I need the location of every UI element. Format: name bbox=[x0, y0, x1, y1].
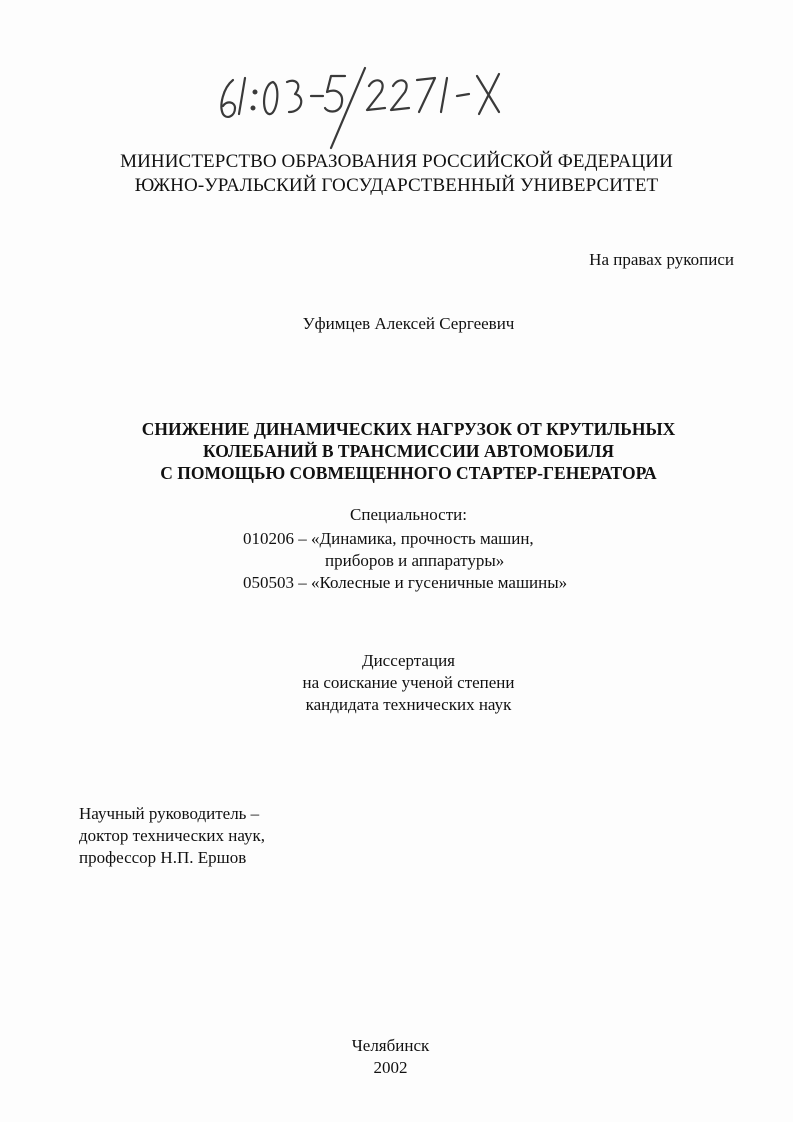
thesis-type: Диссертация bbox=[361, 651, 455, 670]
title-line-3: С ПОМОЩЬЮ СОВМЕЩЕННОГО СТАРТЕР-ГЕНЕРАТОРА bbox=[160, 463, 657, 483]
thesis-description bbox=[12, 650, 793, 716]
place-and-year bbox=[0, 1035, 787, 1079]
title-line-2: КОЛЕБАНИЙ В ТРАНСМИССИИ АВТОМОБИЛЯ bbox=[202, 441, 615, 461]
thesis-purpose: на соискание ученой степени bbox=[302, 673, 515, 692]
thesis-degree: кандидата технических наук bbox=[305, 695, 512, 714]
scientific-advisor bbox=[79, 803, 265, 869]
manuscript-note: На правах рукописи bbox=[589, 250, 734, 269]
handwriting-drawing bbox=[215, 62, 515, 152]
year: 2002 bbox=[373, 1058, 408, 1077]
advisor-degree: доктор технических наук, bbox=[79, 826, 266, 845]
city: Челябинск bbox=[351, 1036, 430, 1055]
university-line: ЮЖНО-УРАЛЬСКИЙ ГОСУДАРСТВЕННЫЙ УНИВЕРСИТЕТ bbox=[134, 175, 659, 196]
specialty-1-continued: приборов и аппаратуры» bbox=[325, 551, 505, 570]
ministry-header bbox=[0, 150, 793, 198]
advisor-role: Научный руководитель – bbox=[79, 804, 260, 823]
handwritten-catalog-number bbox=[215, 62, 515, 152]
specialties-label: Специальности: bbox=[350, 505, 467, 524]
advisor-name: профессор Н.П. Ершов bbox=[79, 848, 247, 867]
ministry-line: МИНИСТЕРСТВО ОБРАЗОВАНИЯ РОССИЙСКОЙ ФЕДЕРАЦИИ bbox=[120, 151, 673, 172]
author-name: Уфимцев Алексей Сергеевич bbox=[302, 314, 515, 333]
dissertation-title bbox=[12, 418, 793, 484]
title-line-1: СНИЖЕНИЕ ДИНАМИЧЕСКИХ НАГРУЗОК ОТ КРУТИЛЬНЫХ bbox=[141, 419, 676, 439]
specialty-2: 050503 – «Колесные и гусеничные машины» bbox=[243, 573, 568, 592]
specialty-1: 010206 – «Динамика, прочность машин, bbox=[243, 529, 534, 548]
specialties-list bbox=[243, 528, 567, 594]
